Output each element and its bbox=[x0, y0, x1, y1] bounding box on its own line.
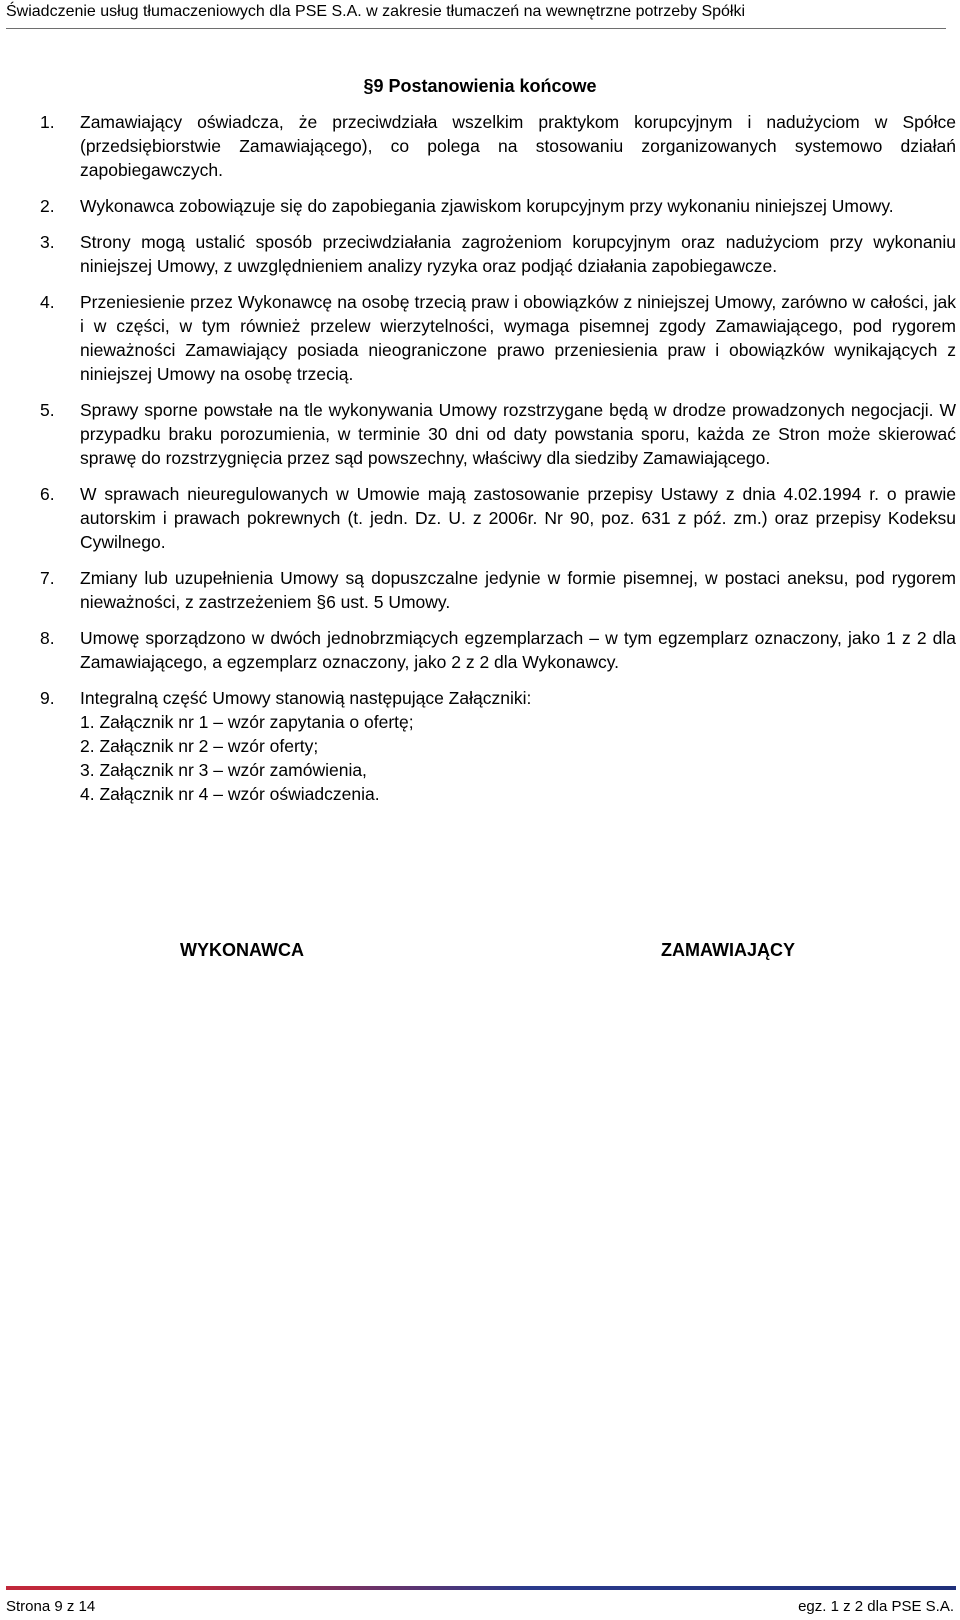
item-text: Strony mogą ustalić sposób przeciwdziałania zagrożeniom korupcyjnym oraz nadużyciom przy wykonaniu niniejszej Umowy, z uwzględnieniem analizy ryzyka oraz podjąć działania zapobiegawcze. bbox=[80, 232, 956, 276]
item-text: W sprawach nieuregulowanych w Umowie mają zastosowanie przepisy Ustawy z dnia 4.02.1994 r. o prawie autorskim i prawach pokrewnych (t. jedn. Dz. U. z 2006r. Nr 90, poz. 631 z póź. zm.) oraz przepisy Kodeksu Cywilnego. bbox=[80, 484, 956, 552]
attachment-item: 3. Załącznik nr 3 – wzór zamówienia, bbox=[80, 760, 367, 780]
copy-label: egz. 1 z 2 dla PSE S.A. bbox=[798, 1598, 954, 1615]
list-item bbox=[40, 194, 956, 218]
running-header bbox=[6, 0, 946, 29]
signature-contractor: WYKONAWCA bbox=[180, 940, 304, 960]
item-number: 2. bbox=[40, 196, 55, 216]
list-item bbox=[40, 686, 956, 806]
signature-block bbox=[0, 938, 960, 968]
item-text: Umowę sporządzono w dwóch jednobrzmiących egzemplarzach – w tym egzemplarz oznaczony, jako 1 z 2 dla Zamawiającego, a egzemplarz oznaczony, jako 2 z 2 dla Wykonawcy. bbox=[80, 628, 956, 672]
item-text: Wykonawca zobowiązuje się do zapobiegania zjawiskom korupcyjnym przy wykonaniu niniejszej Umowy. bbox=[80, 196, 894, 216]
attachment-item: 2. Załącznik nr 2 – wzór oferty; bbox=[80, 736, 319, 756]
item-text: Sprawy sporne powstałe na tle wykonywania Umowy rozstrzygane będą w drodze prowadzonych negocjacji. W przypadku braku porozumienia, w terminie 30 dni od daty powstania sporu, każda ze Stron może skierować sprawę do rozstrzygnięcia przez sąd powszechny, właściwy dla siedziby Zamawiającego. bbox=[80, 400, 956, 468]
item-number: 6. bbox=[40, 484, 55, 504]
item-number: 3. bbox=[40, 232, 55, 252]
footer-rule bbox=[6, 1586, 956, 1590]
list-item bbox=[40, 482, 956, 554]
attachment-item: 4. Załącznik nr 4 – wzór oświadczenia. bbox=[80, 784, 380, 804]
list-item bbox=[40, 290, 956, 386]
list-item bbox=[40, 230, 956, 278]
running-header-text: Świadczenie usług tłumaczeniowych dla PSE S.A. w zakresie tłumaczeń na wewnętrzne potrzeby Spółki bbox=[6, 3, 746, 20]
provisions-list bbox=[40, 110, 956, 818]
item-text: Przeniesienie przez Wykonawcę na osobę trzecią praw i obowiązków z niniejszej Umowy, zarówno w całości, jak i w części, w tym również przelew wierzytelności, wymaga pisemnej zgody Zamawiającego, pod rygorem nieważności Zamawiający posiada nieograniczone prawo przeniesienia praw i obowiązków wynikających z niniejszej Umowy na osobę trzecią. bbox=[80, 292, 956, 384]
page-number: Strona 9 z 14 bbox=[6, 1598, 96, 1615]
item-text: Zmiany lub uzupełnienia Umowy są dopuszczalne jedynie w formie pisemnej, w postaci aneksu, pod rygorem nieważności, z zastrzeżeniem §6 ust. 5 Umowy. bbox=[80, 568, 956, 612]
list-item bbox=[40, 398, 956, 470]
item-number: 9. bbox=[40, 688, 55, 708]
item-text: Zamawiający oświadcza, że przeciwdziała wszelkim praktykom korupcyjnym i nadużyciom w Spółce (przedsiębiorstwie Zamawiającego), co polega na stosowaniu zorganizowanych systemowo działań zapobiegawczych. bbox=[80, 112, 956, 180]
item-number: 8. bbox=[40, 628, 55, 648]
item-number: 7. bbox=[40, 568, 55, 588]
item-text: Integralną część Umowy stanowią następujące Załączniki: bbox=[80, 688, 532, 708]
signature-orderer: ZAMAWIAJĄCY bbox=[661, 940, 795, 960]
list-item bbox=[40, 110, 956, 182]
item-number: 4. bbox=[40, 292, 55, 312]
attachment-item: 1. Załącznik nr 1 – wzór zapytania o ofertę; bbox=[80, 712, 414, 732]
item-number: 1. bbox=[40, 112, 55, 132]
item-number: 5. bbox=[40, 400, 55, 420]
section-title: §9 Postanowienia końcowe bbox=[363, 76, 597, 96]
list-item bbox=[40, 626, 956, 674]
list-item bbox=[40, 566, 956, 614]
